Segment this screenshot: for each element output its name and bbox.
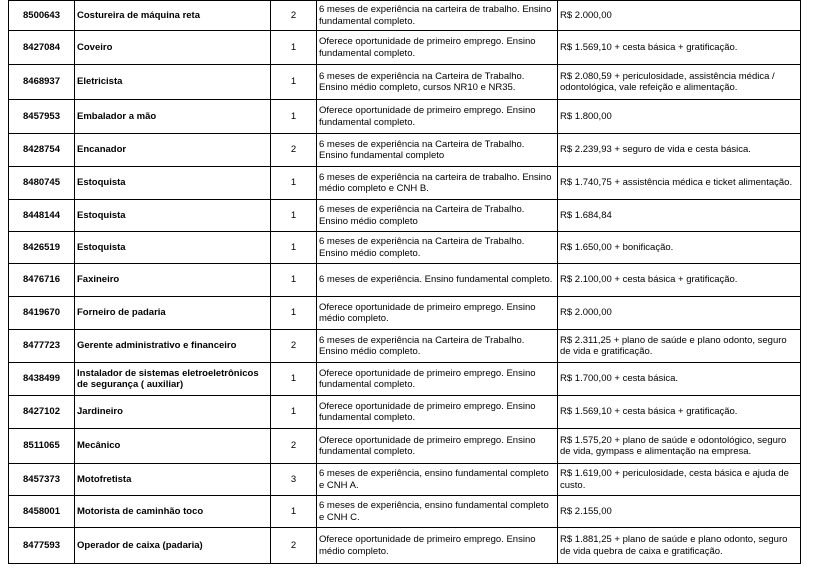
job-salary: R$ 2.239,93 + seguro de vida e cesta básica. [558,134,801,167]
vacancy-count: 1 [271,31,317,65]
table-row [9,496,801,528]
job-requirements: Oferece oportunidade de primeiro emprego. Ensino médio completo. [317,297,558,330]
job-salary: R$ 2.080,59 + periculosidade, assistência médica / odontológica, vale refeição e alimentação. [558,65,801,100]
vacancy-count: 1 [271,396,317,429]
job-title: Faxineiro [75,264,271,297]
vacancy-count: 1 [271,232,317,264]
job-salary: R$ 2.311,25 + plano de saúde e plano odonto, seguro de vida e gratificação. [558,330,801,363]
vacancy-count: 1 [271,264,317,297]
vacancy-count: 2 [271,1,317,31]
vacancy-count: 2 [271,330,317,363]
vacancy-code: 8428754 [9,134,75,167]
job-title: Mecânico [75,429,271,464]
vacancy-code: 8457373 [9,464,75,496]
job-salary: R$ 1.800,00 [558,100,801,134]
job-salary: R$ 1.881,25 + plano de saúde e plano odonto, seguro de vida quebra de caixa e gratificação. [558,528,801,564]
job-salary: R$ 1.619,00 + periculosidade, cesta básica e ajuda de custo. [558,464,801,496]
vacancy-count: 2 [271,429,317,464]
table-row [9,31,801,65]
vacancy-code: 8500643 [9,1,75,31]
job-salary: R$ 1.740,75 + assistência médica e ticket alimentação. [558,167,801,200]
vacancy-count: 2 [271,134,317,167]
job-requirements: Oferece oportunidade de primeiro emprego. Ensino médio completo. [317,528,558,564]
vacancy-code: 8477723 [9,330,75,363]
job-requirements: 6 meses de experiência na carteira de trabalho. Ensino fundamental completo. [317,1,558,31]
job-salary: R$ 2.000,00 [558,1,801,31]
job-requirements: Oferece oportunidade de primeiro emprego. Ensino fundamental completo. [317,363,558,396]
table-row [9,200,801,232]
vacancy-count: 1 [271,167,317,200]
vacancy-count: 1 [271,297,317,330]
job-salary: R$ 1.569,10 + cesta básica + gratificação. [558,31,801,65]
table-row [9,396,801,429]
vacancy-count: 1 [271,363,317,396]
job-title: Forneiro de padaria [75,297,271,330]
table-row [9,100,801,134]
job-requirements: 6 meses de experiência, ensino fundamental completo e CNH C. [317,496,558,528]
vacancy-count: 1 [271,100,317,134]
vacancy-code: 8480745 [9,167,75,200]
vacancy-count: 1 [271,65,317,100]
vacancy-code: 8427084 [9,31,75,65]
vacancy-code: 8427102 [9,396,75,429]
vacancy-count: 1 [271,200,317,232]
table-row [9,363,801,396]
job-requirements: 6 meses de experiência, ensino fundamental completo e CNH A. [317,464,558,496]
job-title: Motofretista [75,464,271,496]
vacancy-code: 8448144 [9,200,75,232]
job-title: Estoquista [75,167,271,200]
table-row [9,330,801,363]
table-row [9,65,801,100]
job-title: Jardineiro [75,396,271,429]
table-row [9,232,801,264]
vacancy-code: 8476716 [9,264,75,297]
job-requirements: 6 meses de experiência na Carteira de Trabalho. Ensino médio completo [317,200,558,232]
job-salary: R$ 1.650,00 + bonificação. [558,232,801,264]
vacancy-code: 8477593 [9,528,75,564]
vacancy-count: 3 [271,464,317,496]
job-title: Embalador a mão [75,100,271,134]
vacancy-code: 8438499 [9,363,75,396]
job-salary: R$ 2.100,00 + cesta básica + gratificação. [558,264,801,297]
job-requirements: 6 meses de experiência na Carteira de Trabalho. Ensino médio completo. [317,232,558,264]
job-title: Motorista de caminhão toco [75,496,271,528]
job-openings-table [8,0,801,564]
job-title: Costureira de máquina reta [75,1,271,31]
table-row [9,429,801,464]
job-salary: R$ 1.575,20 + plano de saúde e odontológico, seguro de vida, gympass e alimentação na empresa. [558,429,801,464]
table-row [9,167,801,200]
table-row [9,464,801,496]
job-requirements: Oferece oportunidade de primeiro emprego. Ensino fundamental completo. [317,31,558,65]
vacancy-code: 8458001 [9,496,75,528]
job-title: Encanador [75,134,271,167]
job-openings-body [9,1,801,564]
job-salary: R$ 2.000,00 [558,297,801,330]
job-title: Operador de caixa (padaria) [75,528,271,564]
table-row [9,528,801,564]
table-row [9,1,801,31]
job-title: Estoquista [75,200,271,232]
table-row [9,264,801,297]
vacancy-code: 8468937 [9,65,75,100]
vacancy-code: 8426519 [9,232,75,264]
job-requirements: Oferece oportunidade de primeiro emprego. Ensino fundamental completo. [317,100,558,134]
job-requirements: 6 meses de experiência. Ensino fundamental completo. [317,264,558,297]
job-requirements: 6 meses de experiência na carteira de trabalho. Ensino médio completo e CNH B. [317,167,558,200]
job-title: Estoquista [75,232,271,264]
table-row [9,297,801,330]
job-title: Eletricista [75,65,271,100]
job-requirements: 6 meses de experiência na Carteira de Trabalho. Ensino médio completo, cursos NR10 e NR35. [317,65,558,100]
job-title: Instalador de sistemas eletroeletrônicos de segurança ( auxiliar) [75,363,271,396]
job-salary: R$ 1.569,10 + cesta básica + gratificação. [558,396,801,429]
vacancy-code: 8457953 [9,100,75,134]
vacancy-count: 1 [271,496,317,528]
job-requirements: Oferece oportunidade de primeiro emprego. Ensino fundamental completo. [317,396,558,429]
job-requirements: Oferece oportunidade de primeiro emprego. Ensino fundamental completo. [317,429,558,464]
table-row [9,134,801,167]
vacancy-code: 8419670 [9,297,75,330]
vacancy-code: 8511065 [9,429,75,464]
job-salary: R$ 1.684,84 [558,200,801,232]
job-title: Coveiro [75,31,271,65]
job-salary: R$ 2.155,00 [558,496,801,528]
job-title: Gerente administrativo e financeiro [75,330,271,363]
job-salary: R$ 1.700,00 + cesta básica. [558,363,801,396]
vacancy-count: 2 [271,528,317,564]
job-requirements: 6 meses de experiência na Carteira de Trabalho. Ensino fundamental completo [317,134,558,167]
job-requirements: 6 meses de experiência na Carteira de Trabalho. Ensino médio completo. [317,330,558,363]
